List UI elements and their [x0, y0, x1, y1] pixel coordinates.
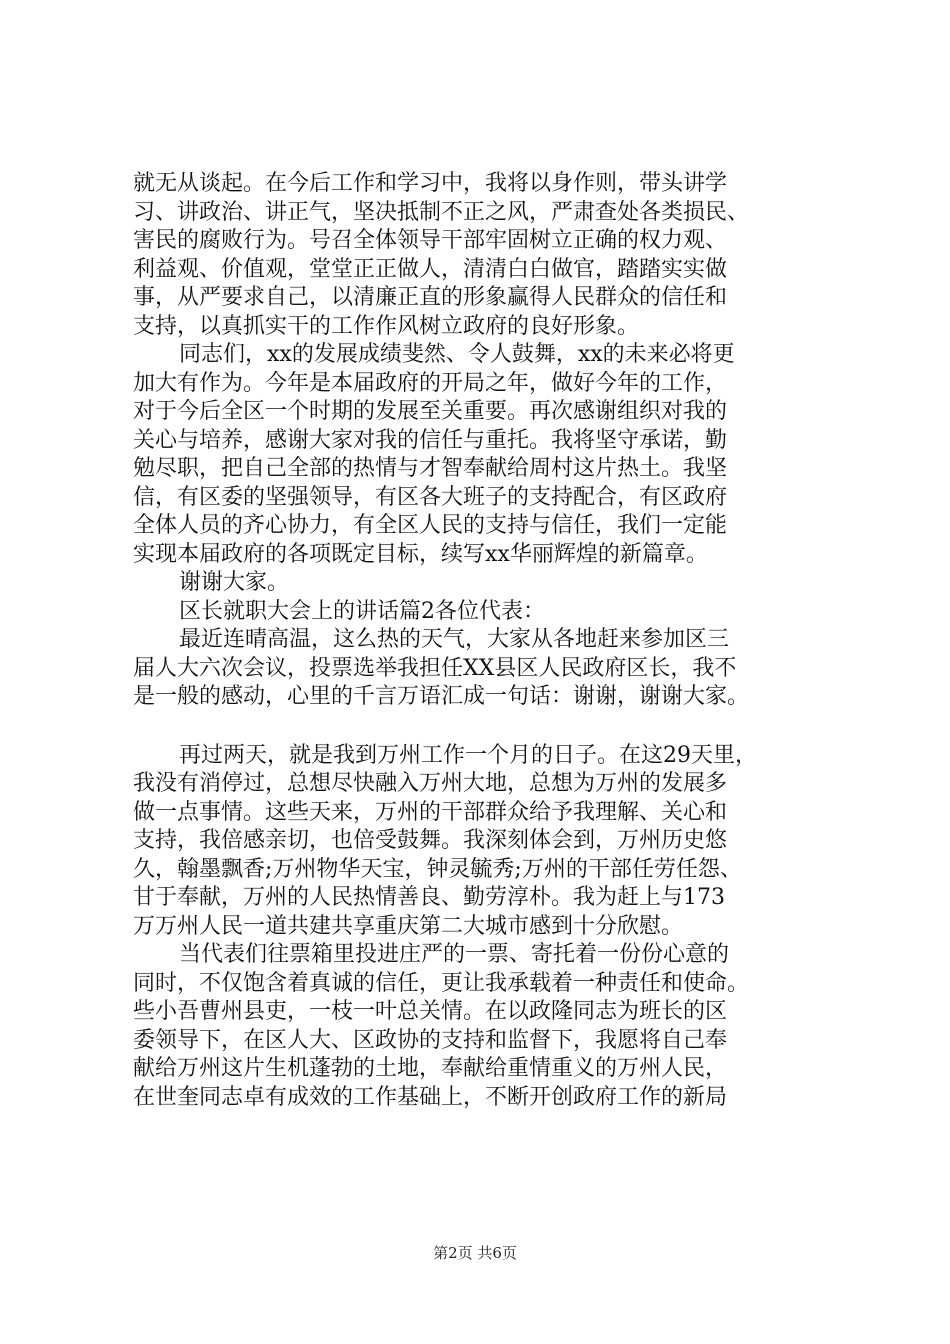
text-line: 届人大六次会议，投票选举我担任XX县区人民政府区长，我不	[133, 655, 737, 681]
text-line: 久，翰墨飘香;万州物华天宝，钟灵毓秀;万州的干部任劳任怨、	[133, 856, 742, 882]
text-line: 献给万州这片生机蓬勃的土地，奉献给重情重义的万州人民，	[133, 1056, 728, 1081]
paragraph-first-line: 再过两天，就是我到万州工作一个月的日子。在这29天里，	[179, 742, 757, 768]
text-line: 支持，以真抓实干的工作作风树立政府的良好形象。	[133, 313, 640, 339]
paragraph-gap	[133, 712, 833, 742]
text-line: 利益观、价值观，堂堂正正做人，清清白白做官，踏踏实实做	[133, 256, 728, 282]
text-line: 对于今后全区一个时期的发展至关重要。再次感谢组织对我的	[133, 399, 728, 424]
document-body	[133, 170, 833, 1112]
text-line: 就无从谈起。在今后工作和学习中，我将以身作则，带头讲学	[133, 171, 728, 196]
text-line: 万万州人民一道共建共享重庆第二大城市感到十分欣慰。	[133, 913, 684, 939]
paragraph-first-line: 同志们，xx的发展成绩斐然、令人鼓舞，xx的未来必将更	[179, 342, 735, 367]
text-line: 是一般的感动，心里的千言万语汇成一句话：谢谢，谢谢大家。	[133, 684, 750, 709]
text-line: 信，有区委的坚强领导，有区各大班子的支持配合，有区政府	[133, 484, 728, 510]
text-line: 事，从严要求自己，以清廉正直的形象赢得人民群众的信任和	[133, 285, 728, 310]
text-line: 关心与培养，感谢大家对我的信任与重托。我将坚守承诺，勤	[133, 427, 728, 453]
paragraph-first-line: 当代表们往票箱里投进庄严的一票、寄托着一份份心意的	[179, 942, 730, 967]
text-line: 委领导下，在区人大、区政协的支持和监督下，我愿将自己奉	[133, 1027, 728, 1053]
text-line: 我没有消停过，总想尽快融入万州大地，总想为万州的发展多	[133, 771, 728, 796]
text-line: 全体人员的齐心协力，有全区人民的支持与信任，我们一定能	[133, 513, 728, 538]
text-line: 实现本届政府的各项既定目标，续写xx华丽辉煌的新篇章。	[133, 541, 708, 567]
text-line: 勉尽职，把自己全部的热情与才智奉献给周村这片热土。我坚	[133, 456, 728, 481]
text-line: 在世奎同志卓有成效的工作基础上，不断开创政府工作的新局	[133, 1084, 728, 1110]
text-line: 甘于奉献，万州的人民热情善良、勤劳淳朴。我为赶上与173	[133, 885, 725, 910]
text-line: 支持，我倍感亲切，也倍受鼓舞。我深刻体会到，万州历史悠	[133, 828, 728, 853]
text-line: 害民的腐败行为。号召全体领导干部牢固树立正确的权力观、	[133, 228, 728, 253]
page-number-footer: 第2页 共6页	[433, 1244, 517, 1262]
text-line: 做一点事情。这些天来，万州的干部群众给予我理解、关心和	[133, 799, 728, 825]
paragraph-first-line: 最近连晴高温，这么热的天气，大家从各地赶来参加区三	[179, 627, 730, 652]
text-line: 同时，不仅饱含着真诚的信任，更让我承载着一种责任和使命。	[133, 970, 750, 996]
text-line: 习、讲政治、讲正气，坚决抵制不正之风，严肃查处各类损民、	[133, 199, 750, 225]
paragraph-first-line: 谢谢大家。	[179, 570, 290, 595]
text-line: 加大有作为。今年是本届政府的开局之年，做好今年的工作，	[133, 370, 728, 396]
section-heading-line: 区长就职大会上的讲话篇2各位代表：	[179, 598, 545, 624]
text-line: 些小吾曹州县吏，一枝一叶总关情。在以政隆同志为班长的区	[133, 999, 728, 1024]
